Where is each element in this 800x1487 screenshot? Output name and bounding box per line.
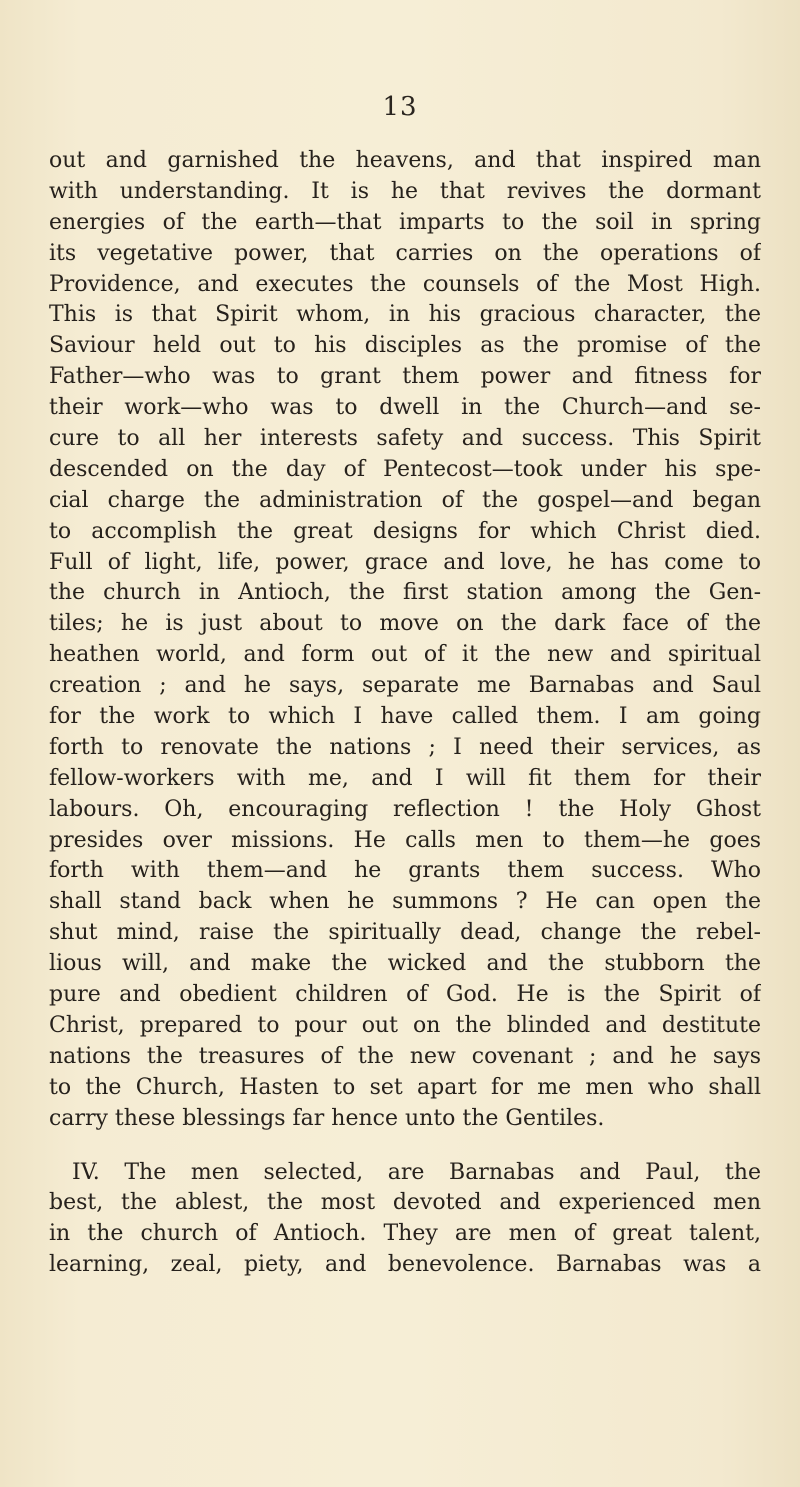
text-line: with understanding. It is he that revives the dormant — [49, 178, 761, 204]
text-line: to accomplish the great designs for which Christ died. — [49, 518, 761, 544]
text-line: their work—who was to dwell in the Church—and se- — [49, 395, 761, 421]
paragraph — [49, 1158, 761, 1282]
text-line: energies of the earth—that imparts to the soil in spring — [49, 209, 761, 235]
text-line: pure and obedient children of God. He is the Spirit of — [49, 982, 761, 1008]
text-line: in the church of Antioch. They are men of great talent, — [49, 1221, 761, 1247]
text-line: Father—who was to grant them power and fitness for — [49, 364, 761, 390]
text-line: Christ, prepared to pour out on the blinded and destitute — [49, 1012, 761, 1038]
text-line: best, the ablest, the most devoted and experienced men — [49, 1190, 761, 1216]
text-line: Providence, and executes the counsels of the Most High. — [49, 271, 761, 297]
text-line: learning, zeal, piety, and benevolence. Barnabas was a — [49, 1252, 761, 1278]
text-line: forth with them—and he grants them success. Who — [49, 858, 761, 884]
text-line: the church in Antioch, the first station among the Gen- — [49, 580, 761, 606]
text-line: its vegetative power, that carries on the operations of — [49, 240, 761, 266]
text-line: shut mind, raise the spiritually dead, change the rebel- — [49, 920, 761, 946]
text-line: This is that Spirit whom, in his gracious character, the — [49, 302, 761, 328]
text-line: forth to renovate the nations ; I need their services, as — [49, 734, 761, 760]
text-line: Full of light, life, power, grace and love, he has come to — [49, 549, 761, 575]
paragraph — [49, 146, 761, 1135]
text-line: for the work to which I have called them. I am going — [49, 704, 761, 730]
text-line: shall stand back when he summons ? He can open the — [49, 889, 761, 915]
text-line: lious will, and make the wicked and the stubborn the — [49, 951, 761, 977]
paragraph-gap — [49, 1135, 761, 1158]
text-line: cure to all her interests safety and success. This Spirit — [49, 426, 761, 452]
page-number: 13 — [382, 92, 418, 122]
text-line: labours. Oh, encouraging reflection ! the Holy Ghost — [49, 796, 761, 822]
text-line: heathen world, and form out of it the new and spiritual — [49, 642, 761, 668]
text-line: IV. The men selected, are Barnabas and Paul, the — [72, 1159, 761, 1185]
text-line: fellow-workers with me, and I will fit them for their — [49, 765, 761, 791]
text-line: descended on the day of Pentecost—took under his spe- — [49, 456, 761, 482]
text-line: presides over missions. He calls men to them—he goes — [49, 827, 761, 853]
text-line: cial charge the administration of the gospel—and began — [49, 487, 761, 513]
text-line: tiles; he is just about to move on the dark face of the — [49, 611, 761, 637]
text-line: Saviour held out to his disciples as the promise of the — [49, 333, 761, 359]
text-line: out and garnished the heavens, and that inspired man — [49, 148, 761, 173]
text-line: creation ; and he says, separate me Barnabas and Saul — [49, 673, 761, 699]
text-line: to the Church, Hasten to set apart for me men who shall — [49, 1074, 761, 1100]
text-line: nations the treasures of the new covenant ; and he says — [49, 1043, 761, 1069]
body-text — [49, 146, 761, 1281]
text-line: carry these blessings far hence unto the Gentiles. — [49, 1105, 605, 1131]
